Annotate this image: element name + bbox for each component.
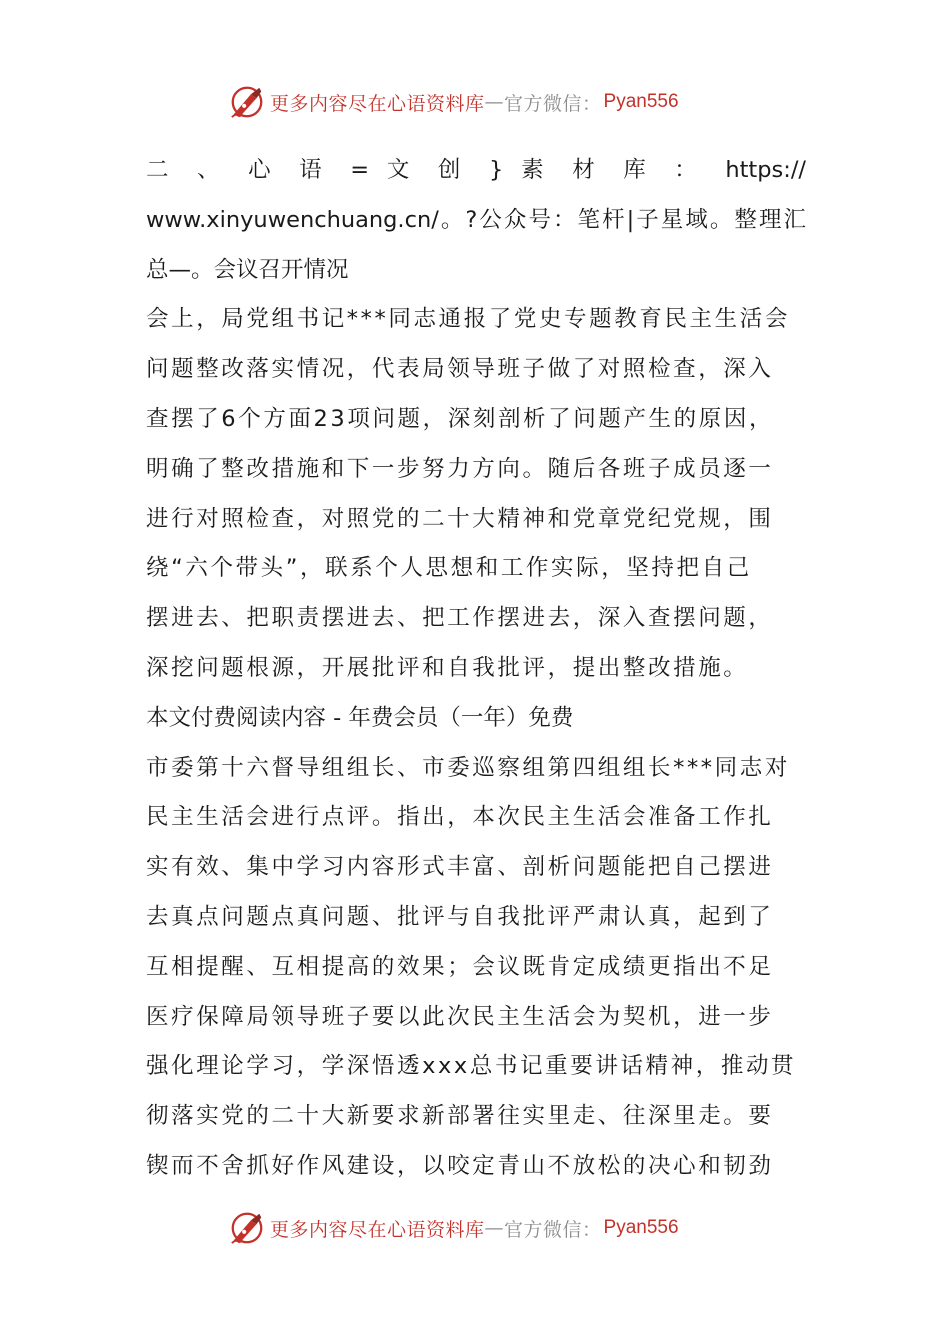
wechat-label: 官方微信：: [504, 1218, 602, 1241]
text-line: 深挖问题根源，开展批评和自我批评，提出整改措施。: [146, 654, 749, 681]
text-line: 互相提醒、互相提高的效果；会议既肯定成绩更指出不足: [146, 953, 774, 980]
wechat-label: 官方微信：: [504, 92, 602, 115]
text-line: 查摆了6个方面23项问题，深刻剖析了问题产生的原因，: [146, 405, 775, 432]
wechat-id: Pyan556: [603, 1217, 679, 1238]
text-line: 民主生活会进行点评。指出，本次民主生活会准备工作扎: [146, 804, 774, 831]
text-line: 明确了整改措施和下一步努力方向。随后各班子成员逐一: [146, 455, 774, 482]
header-watermark-banner: [228, 82, 679, 122]
banner-separator: —: [484, 1217, 505, 1239]
pen-nib-logo-icon: [228, 83, 266, 121]
site-promo-text: 更多内容尽在心语资料库: [270, 92, 485, 115]
text-line: 绕“六个带头”，联系个人思想和工作实际，坚持把自己: [146, 555, 752, 582]
document-body: [146, 146, 806, 1192]
text-line: 锲而不舍抓好作风建设，以咬定青山不放松的决心和韧劲: [146, 1152, 774, 1179]
footer-watermark-banner: [228, 1208, 679, 1248]
text-line: 医疗保障局领导班子要以此次民主生活会为契机，进一步: [146, 1003, 774, 1030]
text-line: 会上，局党组书记***同志通报了党史专题教育民主生活会: [146, 306, 790, 333]
text-line: 实有效、集中学习内容形式丰富、剖析问题能把自己摆进: [146, 854, 774, 881]
text-line: 摆进去、把职责摆进去、把工作摆进去，深入查摆问题，: [146, 605, 774, 632]
text-line: 进行对照检查，对照党的二十大精神和党章党纪党规，围: [146, 505, 774, 532]
text-line: 去真点问题点真问题、批评与自我批评严肃认真，起到了: [146, 903, 774, 930]
banner-separator: —: [484, 91, 505, 113]
text-line: 二 、 心 语 = 文 创 } 素 材 库 ： https://: [146, 157, 806, 183]
text-line: 彻落实党的二十大新要求新部署往实里走、往深里走。要: [146, 1103, 774, 1130]
text-line: www.xinyuwenchuang.cn/。?公众号：笔杆|子星域。整理汇: [146, 206, 806, 233]
text-line: 问题整改落实情况，代表局领导班子做了对照检查，深入: [146, 356, 774, 383]
pen-nib-logo-icon: [228, 1209, 266, 1247]
paywall-notice-line: 本文付费阅读内容 - 年费会员（一年）免费: [146, 704, 574, 731]
text-line: 强化理论学习，学深悟透xxx总书记重要讲话精神，推动贯: [146, 1053, 797, 1080]
site-promo-text: 更多内容尽在心语资料库: [270, 1218, 485, 1241]
section-heading-line: 总—。会议召开情况: [146, 256, 349, 283]
text-line: 市委第十六督导组组长、市委巡察组第四组组长***同志对: [146, 754, 790, 781]
wechat-id: Pyan556: [603, 91, 679, 112]
